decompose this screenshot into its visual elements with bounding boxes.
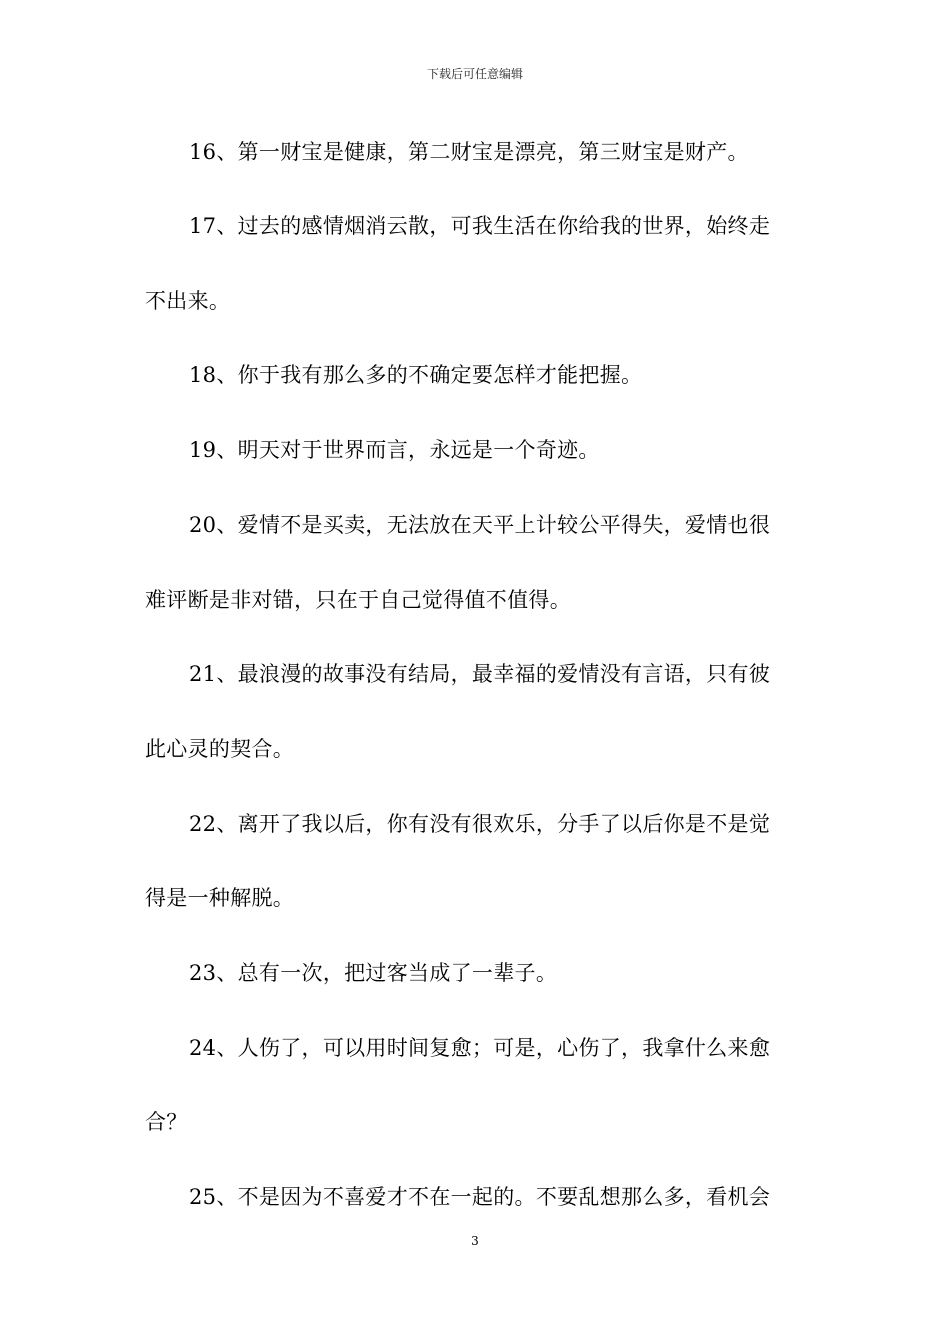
paragraph-22-line-2: 得是一种解脱。 — [145, 886, 295, 910]
page-number: 3 — [471, 1234, 479, 1248]
paragraph-22-line-1: 22、离开了我以后，你有没有很欢乐，分手了以后你是不是觉 — [189, 812, 771, 836]
paragraph-17-line-1: 17、过去的感情烟消云散，可我生活在你给我的世界，始终走 — [189, 214, 771, 238]
paragraph-21-line-2: 此心灵的契合。 — [145, 737, 295, 761]
paragraph-21-line-1: 21、最浪漫的故事没有结局，最幸福的爱情没有言语，只有彼 — [189, 662, 771, 686]
paragraph-24-line-2: 合？ — [145, 1110, 188, 1134]
paragraph-25-line-1: 25、不是因为不喜爱才不在一起的。不要乱想那么多，看机会 — [189, 1185, 771, 1209]
paragraph-23-line-1: 23、总有一次，把过客当成了一辈子。 — [189, 961, 558, 985]
paragraph-24-line-1: 24、人伤了，可以用时间复愈；可是，心伤了，我拿什么来愈 — [189, 1036, 771, 1060]
paragraph-17-line-2: 不出来。 — [145, 289, 231, 313]
paragraph-18-line-1: 18、你于我有那么多的不确定要怎样才能把握。 — [189, 363, 643, 387]
paragraph-20-line-2: 难评断是非对错，只在于自己觉得值不值得。 — [145, 588, 571, 612]
paragraph-20-line-1: 20、爱情不是买卖，无法放在天平上计较公平得失，爱情也很 — [189, 513, 771, 537]
paragraph-16-line-1: 16、第一财宝是健康，第二财宝是漂亮，第三财宝是财产。 — [189, 140, 749, 164]
page-header-note: 下载后可任意编辑 — [426, 67, 523, 81]
paragraph-19-line-1: 19、明天对于世界而言，永远是一个奇迹。 — [189, 438, 600, 462]
